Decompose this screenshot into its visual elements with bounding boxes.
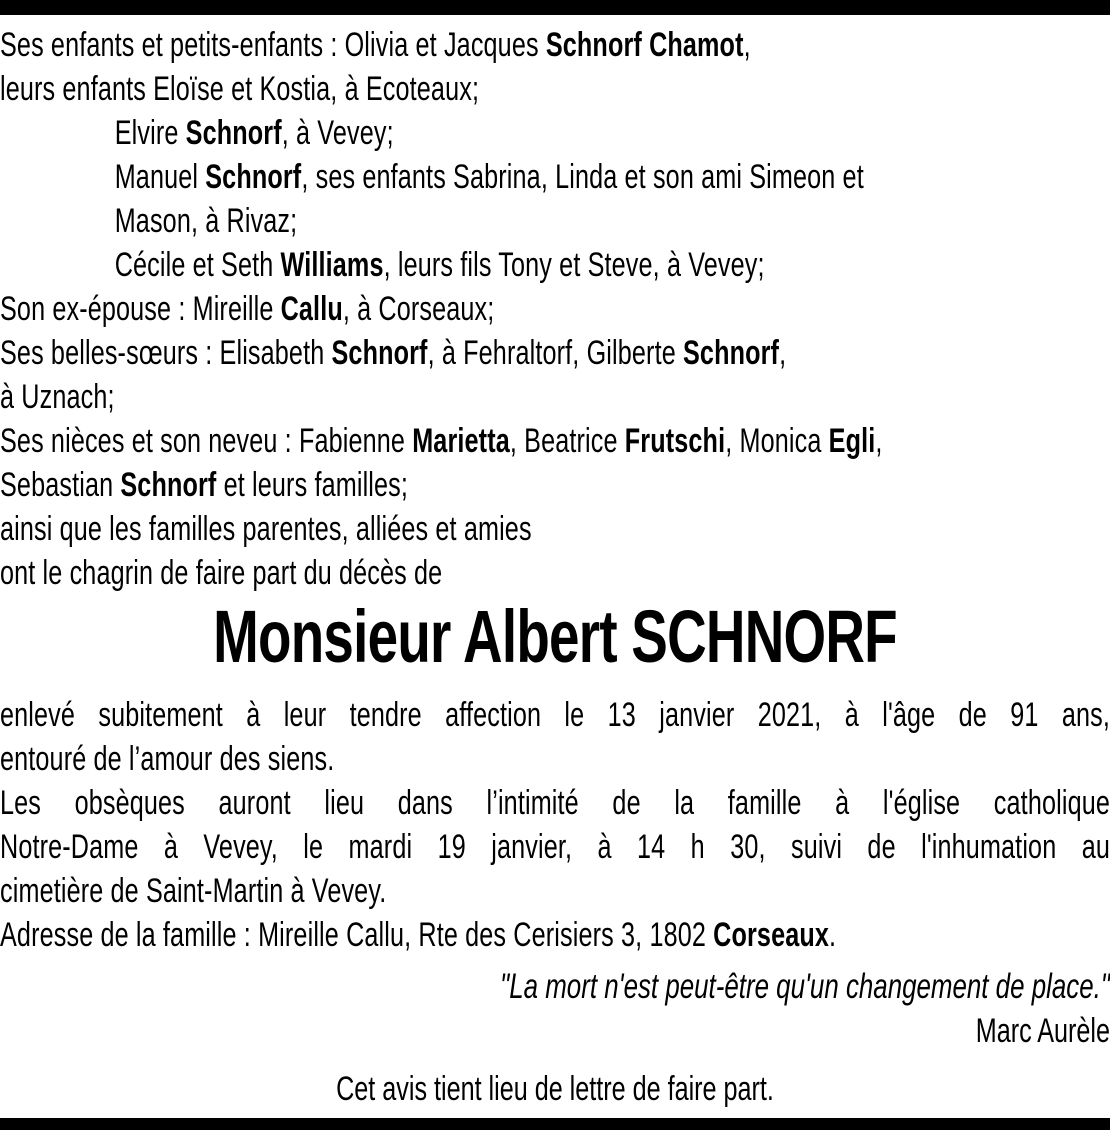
- text-segment: entouré de l’amour des siens.: [0, 740, 335, 778]
- text-line: [0, 551, 1110, 595]
- text-segment: , Beatrice: [509, 422, 625, 460]
- deceased-name-title: Monsieur Albert SCHNORF: [213, 595, 897, 678]
- family-name-bold: Corseaux: [713, 916, 830, 954]
- family-name-bold: Egli: [828, 422, 876, 460]
- text-line: [0, 693, 1110, 737]
- text-segment: , à Vevey;: [281, 114, 394, 152]
- family-name-bold: Williams: [280, 246, 384, 284]
- text-line: [0, 463, 1110, 507]
- text-line: [0, 287, 1110, 331]
- text-line: [0, 869, 1110, 913]
- quote-attribution: Marc Aurèle: [975, 1012, 1110, 1050]
- text-segment: Notre-Dame à Vevey, le mardi 19 janvier, à 14 h 30, suivi de l'inhumation au: [0, 828, 1110, 866]
- notice-content: [0, 15, 1110, 1111]
- text-line: [0, 825, 1110, 869]
- text-line: [0, 507, 1110, 551]
- text-segment: Manuel: [114, 158, 206, 196]
- family-name-bold: Schnorf: [331, 334, 428, 372]
- text-line: [0, 913, 1110, 957]
- text-segment: Ses enfants et petits-enfants : Olivia et Jacques: [0, 26, 546, 64]
- text-segment: Sebastian: [0, 466, 121, 504]
- text-segment: , ses enfants Sabrina, Linda et son ami Simeon et: [301, 158, 864, 196]
- text-segment: Cécile et Seth: [114, 246, 281, 284]
- footer-line: Cet avis tient lieu de lettre de faire part.: [336, 1070, 774, 1108]
- text-line: [0, 419, 1110, 463]
- text-line: [0, 199, 1110, 243]
- text-line: [0, 375, 1110, 419]
- text-line: [0, 331, 1110, 375]
- bottom-border-bar: [0, 1118, 1110, 1130]
- family-name-bold: Schnorf: [185, 114, 282, 152]
- text-segment: ,: [875, 422, 883, 460]
- text-segment: ainsi que les familles parentes, alliées et amies: [0, 510, 532, 548]
- text-line: [0, 23, 1110, 67]
- family-name-bold: Marietta: [412, 422, 510, 460]
- text-segment: Mason, à Rivaz;: [114, 202, 298, 240]
- text-line: [0, 155, 1110, 199]
- text-segment: .: [829, 916, 837, 954]
- text-segment: enlevé subitement à leur tendre affection le 13 janvier 2021, à l'âge de 91 ans,: [0, 696, 1110, 734]
- text-segment: , Monica: [725, 422, 829, 460]
- top-border-bar: [0, 0, 1110, 15]
- text-segment: Les obsèques auront lieu dans l’intimité de la famille à l'église catholique: [0, 784, 1110, 822]
- text-segment: Adresse de la famille : Mireille Callu, Rte des Cerisiers 3, 1802: [0, 916, 714, 954]
- announcement-body: [0, 693, 1110, 957]
- family-name-bold: Schnorf: [120, 466, 217, 504]
- family-list: [0, 23, 1110, 595]
- text-segment: ont le chagrin de faire part du décès de: [0, 554, 443, 592]
- text-line: [0, 111, 1110, 155]
- text-segment: ,: [779, 334, 787, 372]
- text-line: [0, 243, 1110, 287]
- family-name-bold: Callu: [280, 290, 343, 328]
- notice-text-column: [0, 15, 1110, 1111]
- text-segment: , à Corseaux;: [342, 290, 495, 328]
- text-segment: leurs enfants Eloïse et Kostia, à Ecoteaux;: [0, 70, 480, 108]
- text-segment: cimetière de Saint-Martin à Vevey.: [0, 872, 387, 910]
- text-line: [0, 781, 1110, 825]
- text-segment: et leurs familles;: [216, 466, 409, 504]
- text-segment: , à Fehraltorf, Gilberte: [427, 334, 683, 372]
- text-segment: Son ex-épouse : Mireille: [0, 290, 281, 328]
- text-segment: ,: [743, 26, 751, 64]
- family-name-bold: Schnorf: [682, 334, 780, 372]
- text-line: [0, 737, 1110, 781]
- text-segment: , leurs fils Tony et Steve, à Vevey;: [383, 246, 765, 284]
- text-line: [0, 67, 1110, 111]
- family-name-bold: Frutschi: [624, 422, 726, 460]
- text-segment: Ses nièces et son neveu : Fabienne: [0, 422, 413, 460]
- text-segment: Ses belles-sœurs : Elisabeth: [0, 334, 332, 372]
- family-name-bold: Schnorf: [205, 158, 302, 196]
- memorial-quote: "La mort n'est peut-être qu'un changement de place.": [500, 967, 1110, 1006]
- text-segment: Elvire: [114, 114, 186, 152]
- family-name-bold: Schnorf Chamot: [545, 26, 744, 64]
- text-segment: à Uznach;: [0, 378, 115, 416]
